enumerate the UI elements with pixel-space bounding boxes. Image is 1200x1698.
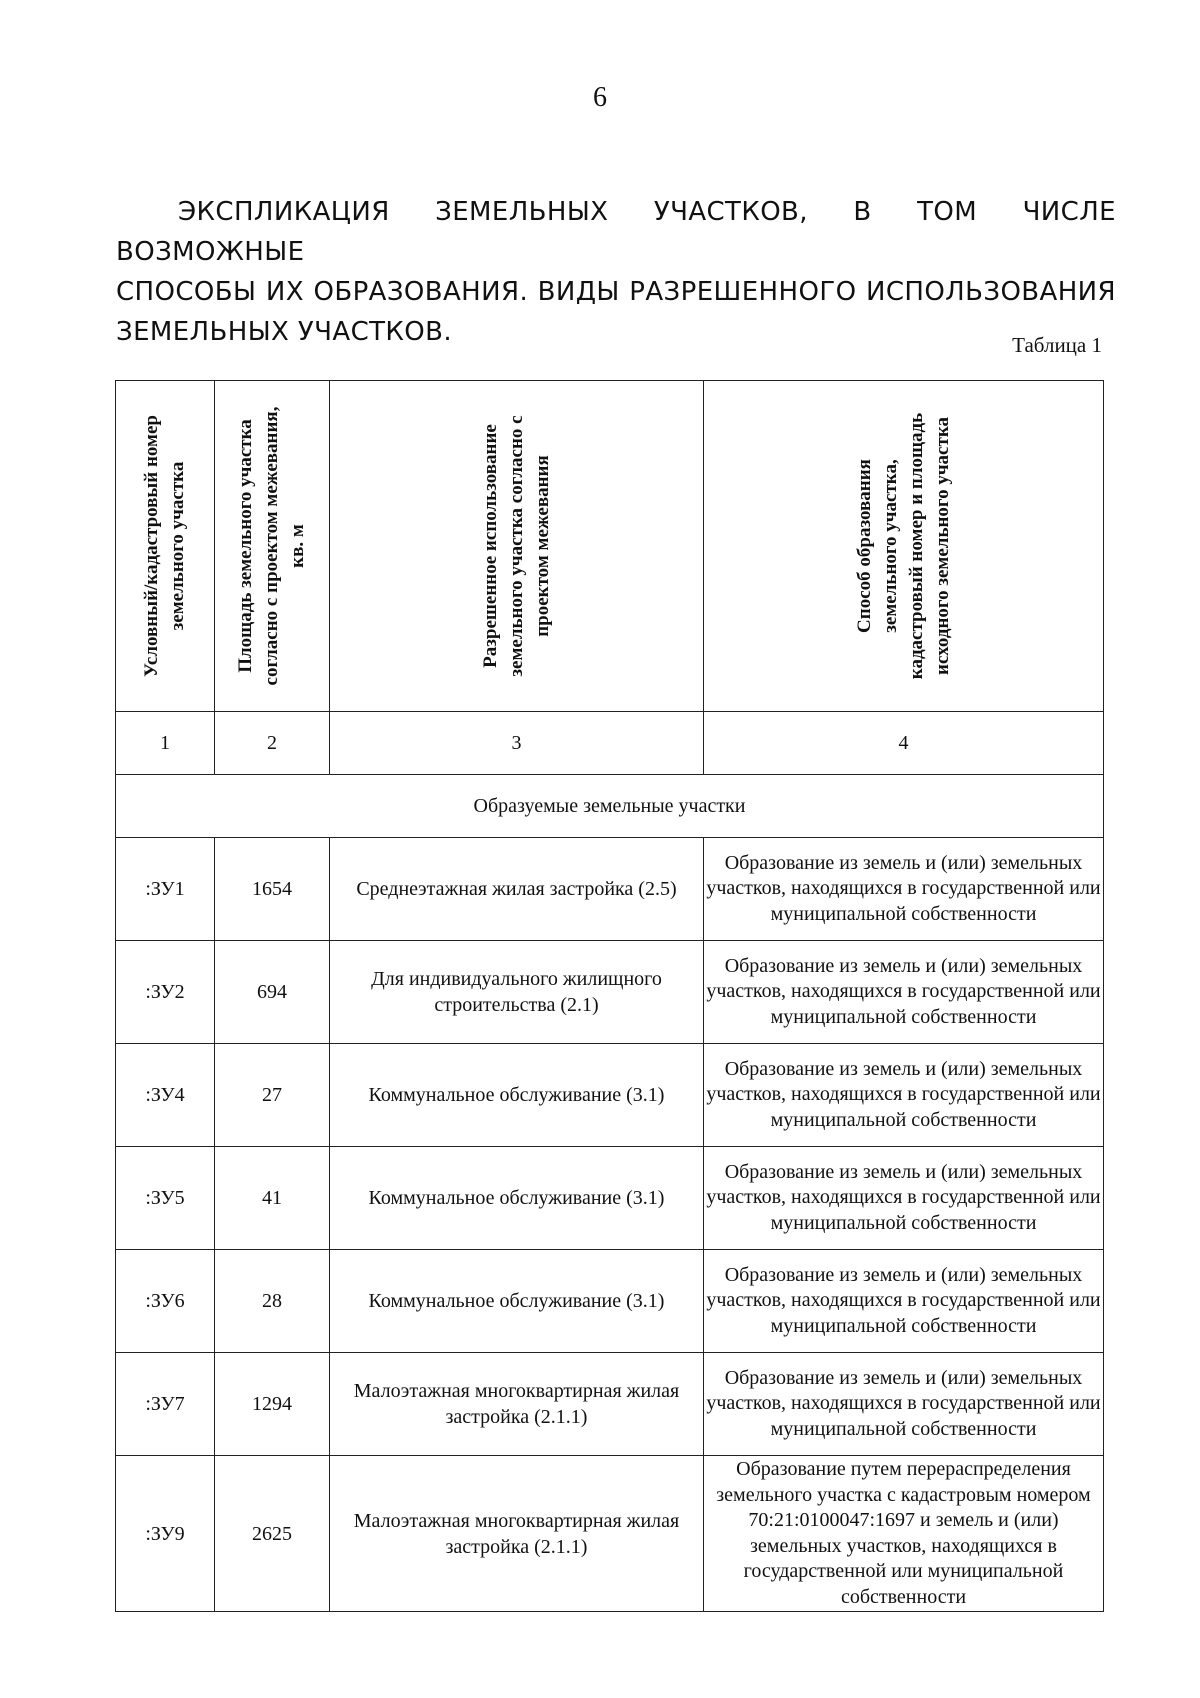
table-row	[116, 1147, 1104, 1250]
column-header: Разрешенное использование земельного участка согласно с проектом межевания	[330, 381, 704, 712]
column-header: Способ образования земельного участка, кадастровый номер и площадь исходного земельного участка	[704, 381, 1104, 712]
parcel-area: 1654	[215, 838, 330, 941]
parcel-area: 41	[215, 1147, 330, 1250]
parcel-use: Среднеэтажная жилая застройка (2.5)	[330, 838, 704, 941]
column-header: Площадь земельного участка согласно с проектом межевания, кв. м	[215, 381, 330, 712]
column-number-row	[116, 712, 1104, 775]
parcel-use: Для индивидуального жилищного строительства (2.1)	[330, 941, 704, 1044]
parcel-id: :ЗУ2	[116, 941, 215, 1044]
table-row	[116, 1250, 1104, 1353]
parcel-id: :ЗУ4	[116, 1044, 215, 1147]
parcel-method: Образование путем перераспределения земельного участка с кадастровым номером 70:21:0100047:1697 и земель и (или) земельных участков, находящихся в государственной или муниципальной собственности	[704, 1456, 1104, 1612]
table-row	[116, 941, 1104, 1044]
section-title: Образуемые земельные участки	[116, 775, 1104, 838]
parcel-use: Малоэтажная многоквартирная жилая застройка (2.1.1)	[330, 1456, 704, 1612]
column-number: 2	[215, 712, 330, 775]
parcel-use: Коммунальное обслуживание (3.1)	[330, 1147, 704, 1250]
parcel-area: 27	[215, 1044, 330, 1147]
parcel-method: Образование из земель и (или) земельных участков, находящихся в государственной или муниципальной собственности	[704, 941, 1104, 1044]
page-number: 6	[593, 82, 607, 113]
parcel-id: :ЗУ5	[116, 1147, 215, 1250]
table-row	[116, 1353, 1104, 1456]
parcel-area: 2625	[215, 1456, 330, 1612]
parcel-method: Образование из земель и (или) земельных участков, находящихся в государственной или муниципальной собственности	[704, 1250, 1104, 1353]
table-caption: Таблица 1	[1012, 333, 1102, 357]
table-row	[116, 1044, 1104, 1147]
column-header: Условный/кадастровый номер земельного участка	[116, 381, 215, 712]
parcel-use: Коммунальное обслуживание (3.1)	[330, 1250, 704, 1353]
table-row	[116, 1456, 1104, 1612]
column-number: 1	[116, 712, 215, 775]
parcel-id: :ЗУ7	[116, 1353, 215, 1456]
parcel-method: Образование из земель и (или) земельных участков, находящихся в государственной или муниципальной собственности	[704, 1147, 1104, 1250]
section-row	[116, 775, 1104, 838]
parcel-method: Образование из земель и (или) земельных участков, находящихся в государственной или муниципальной собственности	[704, 838, 1104, 941]
parcel-area: 694	[215, 941, 330, 1044]
heading-rest: СПОСОБЫ ИХ ОБРАЗОВАНИЯ. ВИДЫ РАЗРЕШЕННОГО ИСПОЛЬЗОВАНИЯ ЗЕМЕЛЬНЫХ УЧАСТКОВ.	[116, 277, 1116, 347]
parcel-use: Коммунальное обслуживание (3.1)	[330, 1044, 704, 1147]
parcel-method: Образование из земель и (или) земельных участков, находящихся в государственной или муниципальной собственности	[704, 1353, 1104, 1456]
parcel-method: Образование из земель и (или) земельных участков, находящихся в государственной или муниципальной собственности	[704, 1044, 1104, 1147]
heading-line-1: ЭКСПЛИКАЦИЯ ЗЕМЕЛЬНЫХ УЧАСТКОВ, В ТОМ ЧИСЛЕ ВОЗМОЖНЫЕ	[116, 197, 1116, 267]
parcel-area: 1294	[215, 1353, 330, 1456]
column-number: 4	[704, 712, 1104, 775]
document-heading	[116, 192, 1116, 352]
parcel-id: :ЗУ6	[116, 1250, 215, 1353]
parcel-id: :ЗУ9	[116, 1456, 215, 1612]
table-row	[116, 838, 1104, 941]
column-number: 3	[330, 712, 704, 775]
header-row	[116, 381, 1104, 712]
explication-table	[115, 380, 1104, 1612]
parcel-use: Малоэтажная многоквартирная жилая застройка (2.1.1)	[330, 1353, 704, 1456]
parcel-id: :ЗУ1	[116, 838, 215, 941]
parcel-area: 28	[215, 1250, 330, 1353]
